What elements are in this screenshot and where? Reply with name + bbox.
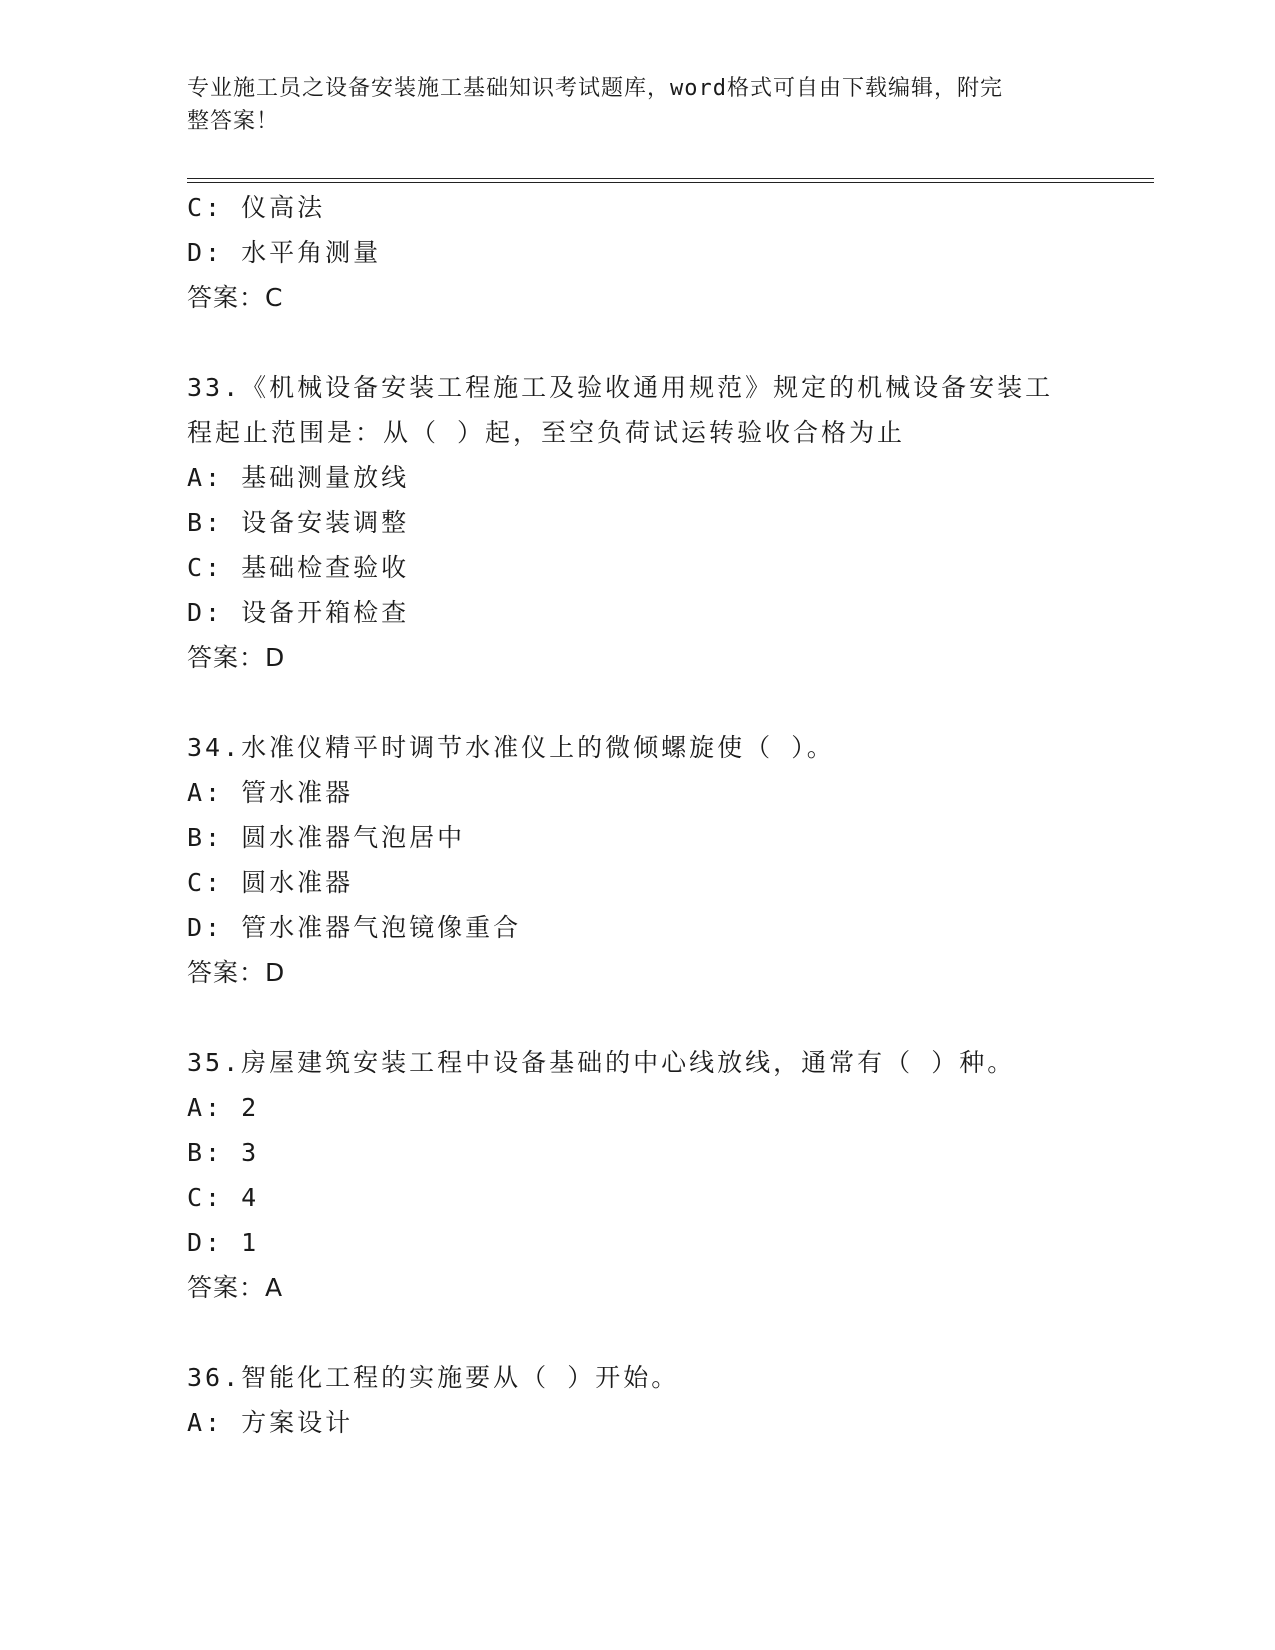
q36-stem-line-1: 36.智能化工程的实施要从（ ）开始。: [187, 1363, 680, 1392]
header-divider-bottom: [187, 182, 1154, 183]
document-header: [187, 72, 1067, 138]
q35-option-c: C: 4: [187, 1183, 260, 1212]
q33-stem-line-1: 33.《机械设备安装工程施工及验收通用规范》规定的机械设备安装工: [187, 373, 1054, 402]
q33-option-c: C: 基础检查验收: [187, 553, 410, 582]
q35-stem-line-1: 35.房屋建筑安装工程中设备基础的中心线放线，通常有（ ）种。: [187, 1048, 1016, 1077]
prev-option-c: C: 仪高法: [187, 193, 326, 222]
header-line-1: 专业施工员之设备安装施工基础知识考试题库，word格式可自由下载编辑，附完: [187, 76, 1003, 101]
q34-answer: 答案：D: [187, 958, 286, 987]
prev-answer: 答案：C: [187, 283, 284, 312]
q35-option-b: B: 3: [187, 1138, 260, 1167]
header-line-2: 整答案！: [187, 109, 280, 134]
q35-option-d: D: 1: [187, 1228, 260, 1257]
q36-option-a: A: 方案设计: [187, 1408, 354, 1437]
q33-option-b: B: 设备安装调整: [187, 508, 410, 537]
q34-option-d: D: 管水准器气泡镜像重合: [187, 913, 522, 942]
q34-option-a: A: 管水准器: [187, 778, 354, 807]
q33-option-d: D: 设备开箱检查: [187, 598, 410, 627]
prev-option-d: D: 水平角测量: [187, 238, 382, 267]
q35-answer: 答案：A: [187, 1273, 284, 1302]
q34-option-c: C: 圆水准器: [187, 868, 354, 897]
q34-stem-line-1: 34.水准仪精平时调节水准仪上的微倾螺旋使（ ）。: [187, 733, 835, 762]
q33-answer: 答案：D: [187, 643, 286, 672]
q33-stem-line-2: 程起止范围是：从（ ）起，至空负荷试运转验收合格为止: [187, 418, 906, 447]
q34-option-b: B: 圆水准器气泡居中: [187, 823, 466, 852]
q33-option-a: A: 基础测量放线: [187, 463, 410, 492]
q35-option-a: A: 2: [187, 1093, 260, 1122]
header-divider-top: [187, 178, 1154, 179]
